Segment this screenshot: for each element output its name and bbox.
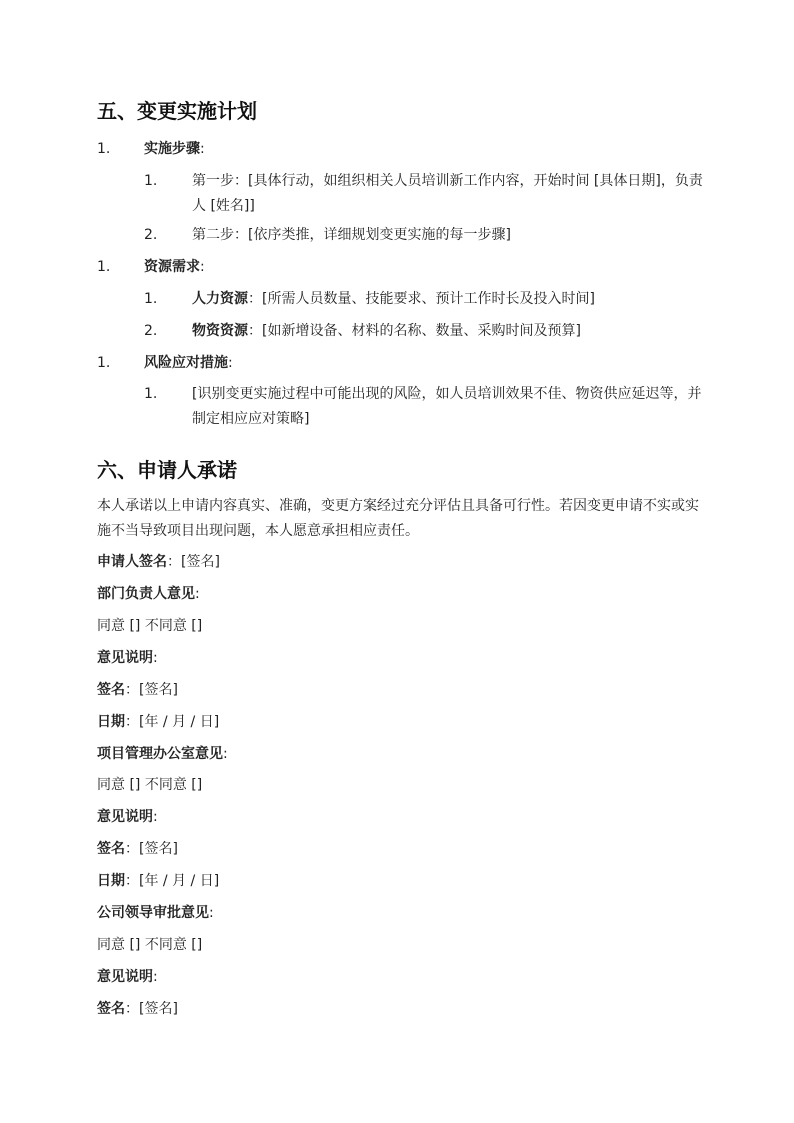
field-label: 项目管理办公室意见 xyxy=(97,746,223,762)
field-label: 公司领导审批意见 xyxy=(97,905,209,921)
field-value: ：[签名] xyxy=(167,554,220,570)
list-item-resource-needs xyxy=(144,255,205,279)
sub-list-item-step-one: 第一步：[具体行动，如组织相关人员培训新工作内容，开始时间 [具体日期]，负责人 [姓名]] xyxy=(192,173,703,214)
field-value: ：[签名] xyxy=(125,841,178,857)
pmo-opinion-title xyxy=(97,742,228,766)
leader-opinion-note xyxy=(97,965,158,989)
sub-list-item-material-resources xyxy=(192,319,581,343)
list-item-implementation-steps xyxy=(144,137,205,161)
field-colon: : xyxy=(153,969,158,985)
field-colon: : xyxy=(223,746,228,762)
sub-list-number: 1. xyxy=(144,386,158,402)
field-value: ：[年 / 月 / 日] xyxy=(125,714,220,730)
field-value: ：[年 / 月 / 日] xyxy=(125,873,220,889)
list-item-colon: : xyxy=(200,141,205,157)
sub-list-item-label: 人力资源 xyxy=(192,291,248,307)
list-number: 1. xyxy=(97,259,111,275)
sub-list-number: 2. xyxy=(144,227,158,243)
field-label: 日期 xyxy=(97,714,125,730)
sub-list-number: 1. xyxy=(144,173,158,189)
field-label: 意见说明 xyxy=(97,809,153,825)
sub-list-item-risk-identification: [识别变更实施过程中可能出现的风险，如人员培训效果不佳、物资供应延迟等，并制定相应应对策略] xyxy=(192,386,702,427)
field-colon: : xyxy=(209,905,214,921)
section-title-applicant-commitment: 六、申请人承诺 xyxy=(97,458,237,482)
sub-list-number: 2. xyxy=(144,323,158,339)
field-label: 签名 xyxy=(97,1001,125,1017)
pmo-agree-options: 同意 [] 不同意 [] xyxy=(97,777,203,793)
sub-list-number: 1. xyxy=(144,291,158,307)
sub-list-item-text: ：[如新增设备、材料的名称、数量、采购时间及预算] xyxy=(248,323,581,339)
sub-list-item-human-resources xyxy=(192,287,595,311)
leader-opinion-title xyxy=(97,901,214,925)
list-item-colon: : xyxy=(228,355,233,371)
field-label: 部门负责人意见 xyxy=(97,586,195,602)
field-label: 签名 xyxy=(97,682,125,698)
field-colon: : xyxy=(153,650,158,666)
dept-opinion-note xyxy=(97,646,158,670)
field-colon: : xyxy=(195,586,200,602)
field-label: 意见说明 xyxy=(97,650,153,666)
list-item-colon: : xyxy=(200,259,205,275)
field-label: 申请人签名 xyxy=(97,554,167,570)
field-label: 意见说明 xyxy=(97,969,153,985)
list-number: 1. xyxy=(97,355,111,371)
leader-signature-line xyxy=(97,997,178,1021)
list-item-label: 风险应对措施 xyxy=(144,355,228,371)
applicant-signature-line xyxy=(97,550,220,574)
list-item-risk-measures xyxy=(144,351,233,375)
dept-opinion-title xyxy=(97,582,200,606)
pmo-opinion-note xyxy=(97,805,158,829)
dept-signature-line xyxy=(97,678,178,702)
section-title-implementation-plan: 五、变更实施计划 xyxy=(97,99,257,123)
sub-list-item-label: 物资资源 xyxy=(192,323,248,339)
commitment-paragraph: 本人承诺以上申请内容真实、准确，变更方案经过充分评估且具备可行性。若因变更申请不实或实施不当导致项目出现问题，本人愿意承担相应责任。 xyxy=(97,498,699,539)
dept-agree-options: 同意 [] 不同意 [] xyxy=(97,618,203,634)
list-item-label: 资源需求 xyxy=(144,259,200,275)
list-number: 1. xyxy=(97,141,111,157)
field-label: 日期 xyxy=(97,873,125,889)
field-value: ：[签名] xyxy=(125,682,178,698)
field-label: 签名 xyxy=(97,841,125,857)
sub-list-item-text: ：[所需人员数量、技能要求、预计工作时长及投入时间] xyxy=(248,291,595,307)
leader-agree-options: 同意 [] 不同意 [] xyxy=(97,937,203,953)
sub-list-item-step-two: 第二步：[依序类推，详细规划变更实施的每一步骤] xyxy=(192,227,511,243)
dept-date-line xyxy=(97,710,219,734)
list-item-label: 实施步骤 xyxy=(144,141,200,157)
field-colon: : xyxy=(153,809,158,825)
field-value: ：[签名] xyxy=(125,1001,178,1017)
pmo-signature-line xyxy=(97,837,178,861)
pmo-date-line xyxy=(97,869,219,893)
